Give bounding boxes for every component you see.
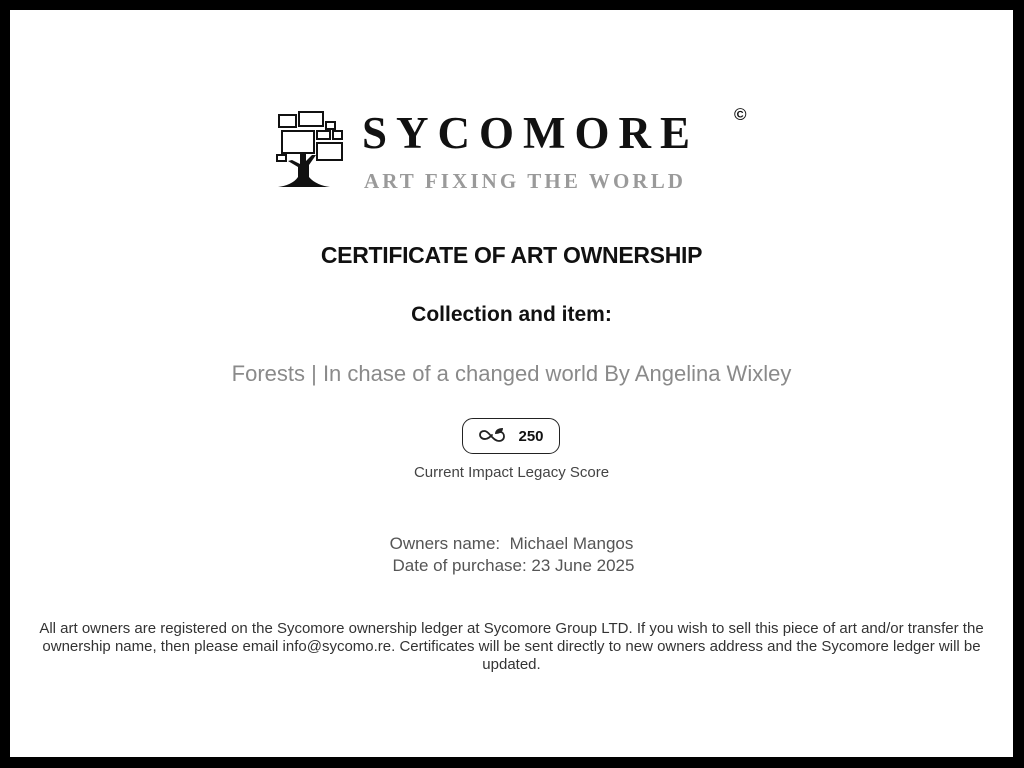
impact-score-value: 250	[518, 427, 544, 445]
brand-name: SYCOMORE	[362, 108, 700, 158]
collection-heading: Collection and item:	[411, 303, 612, 326]
impact-score-badge	[462, 418, 560, 454]
purchase-date: Date of purchase: 23 June 2025	[392, 556, 635, 575]
tree-of-frames-icon	[276, 111, 348, 189]
owner-name: Owners name: Michael Mangos	[389, 534, 634, 553]
brand-tagline: ART FIXING THE WORLD	[364, 169, 687, 193]
collection-item: Forests | In chase of a changed world By Angelina Wixley	[231, 361, 792, 386]
certificate-title: CERTIFICATE OF ART OWNERSHIP	[320, 242, 703, 268]
impact-score-label: Current Impact Legacy Score	[413, 464, 610, 481]
ownership-ledger-note: All art owners are registered on the Sycomore ownership ledger at Sycomore Group LTD. If you wish to sell this piece of art and/or transfer the ownership name, then please email info@sycomo.re. Certificates will be sent directly to new owners address and the Sycomore ledger will be updated.	[39, 620, 984, 673]
sycomore-logo	[276, 105, 766, 193]
infinity-leaf-icon	[478, 427, 506, 445]
copyright-mark: ©	[734, 105, 747, 124]
certificate-page	[10, 10, 1013, 757]
